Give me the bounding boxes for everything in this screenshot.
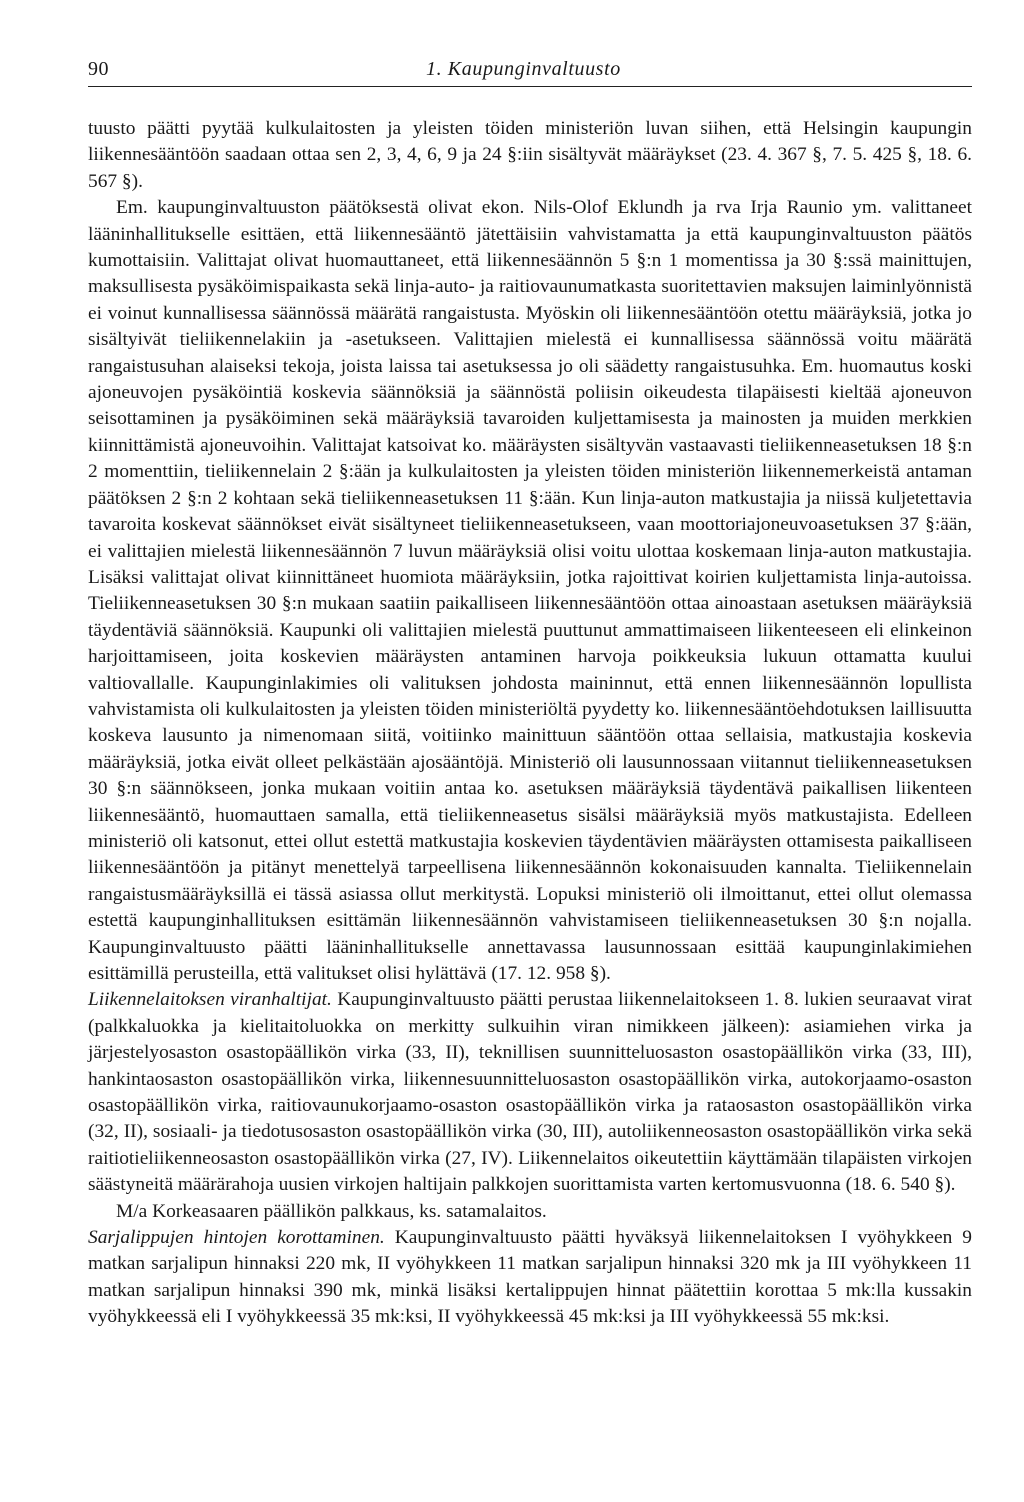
section-heading: Liikennelaitoksen viranhaltijat. <box>88 989 332 1011</box>
paragraph-text: tuusto päätti pyytää kulkulaitosten ja yleisten töiden ministeriön luvan siihen, että Helsingin kaupungin liikennesääntöön saadaan ottaa sen 2, 3, 4, 6, 9 ja 24 §:iin sisältyvät määräykset (23. 4. 367 §, 7. 5. 425 §, 18. 6. 567 §). <box>88 118 972 192</box>
section-heading: Sarjalippujen hintojen korottaminen. <box>88 1227 385 1249</box>
paragraph-text: Kaupunginvaltuusto päätti hyväksyä liikennelaitoksen I vyöhykkeen 9 matkan sarjalipun hinnaksi 220 mk, II vyöhykkeen 11 matkan sarjalipun hinnaksi 320 mk ja III vyöhykkeen 11 matkan sarjalipun hinnaksi 390 mk, minkä lisäksi kertalippujen hinnat päätettiin korottaa 5 mk:lla kussakin vyöhykkeessä eli I vyöhykkeessä 35 mk:ksi, II vyöhykkeessä 45 mk:ksi ja III vyöhykkeessä 55 mk:ksi. <box>88 1227 972 1328</box>
paragraph-text: Em. kaupunginvaltuuston päätöksestä olivat ekon. Nils-Olof Eklundh ja rva Irja Raunio ym. valittaneet lääninhallitukselle esittäen, että liikennesääntö jätettäisiin vahvistamatta ja että kaupunginvaltuuston päätös kumottaisiin. Valittajat olivat huomauttaneet, että liikennesäännön 5 §:n 1 momentissa ja 30 §:ssä mainittujen, maksullisesta pysäköimispaikasta sekä linja-auto- ja raitiovaunumatkasta suoritettavien maksujen laiminlyönnistä ei voinut kunnallisessa säännössä määrätä rangaistusta. Myöskin oli liikennesääntöön otettu määräyksiä, jotka jo sisältyivät tieliikennelakiin ja -asetukseen. Valittajien mielestä ei kunnallisessa säännössä voitu määrätä rangaistusuhan alaiseksi tekoja, joista laissa tai asetuksessa jo oli säädetty rangaistusuhka. Em. huomautus koski ajoneuvojen pysäköintiä koskevia säännöksiä ja säännöstä poliisin oikeudesta tilapäisesti kieltää ajoneuvon seisottaminen ja pysäköiminen sekä määräyksiä tavaroiden kuljettamisesta ja mainosten ja muiden merkkien kiinnittämistä ajoneuvoihin. Valittajat katsoivat ko. määräysten sisältyvän vastaavasti tieliikenneasetuksen 18 §:n 2 momenttiin, tieliikennelain 2 §:ään ja kulkulaitosten ja yleisten töiden ministeriön liikennemerkeistä antaman päätöksen 2 §:n 2 kohtaan sekä tieliikenneasetuksen 11 §:ään. Kun linja-auton matkustajia ja niissä kuljetettavia tavaroita koskevat säännökset eivät sisältyneet tieliikenneasetukseen, vaan moottoriajoneuvoasetuksen 37 §:ään, ei valittajien mielestä liikennesäännön 7 luvun määräyksiä olisi voitu ulottaa koskemaan linja-auton matkustajia. Lisäksi valittajat olivat kiinnittäneet huomiota määräyksiin, jotka rajoittivat koirien kuljettamista linja-autoissa. Tieliikenneasetuksen 30 §:n mukaan saatiin paikalliseen liikennesääntöön ottaa ainoastaan asetuksen määräyksiä täydentäviä säännöksiä. Kaupunki oli valittajien mielestä puuttunut ammattimaiseen liikenteeseen eli elinkeinon harjoittamiseen, joita koskevien määräysten antaminen harvoja poikkeuksia lukuun ottamatta kuului valtiovallalle. Kaupunginlakimies oli valituksen johdosta maininnut, että ennen liikennesäännön lopullista vahvistamista oli kulkulaitosten ja yleisten töiden ministeriöltä pyydetty ko. liikennesääntöehdotuksen laillisuutta koskeva lausunto ja nimenomaan siitä, voitiinko mainittuun sääntöön ottaa sellaisia, matkustajia koskevia määräyksiä, jotka eivät olleet pelkästään ajosääntöjä. Ministeriö oli lausunnossaan viitannut tieliikenneasetuksen 30 §:n säännökseen, jonka mukaan voitiin antaa ko. asetuksen määräyksiä täydentävä paikallisen liikenteen liikennesääntö, huomauttaen samalla, että tieliikenneasetus sisälsi määräyksiä myös matkustajista. Edelleen ministeriö oli katsonut, ettei ollut estettä matkustajia koskevien täydentävien määräysten ottamisesta paikalliseen liikennesääntöön ja pitänyt menettelyä tarpeellisena liikennesäännön kokonaisuuden kannalta. Tieliikennelain rangaistusmääräyksillä ei tässä asiassa ollut merkitystä. Lopuksi ministeriö oli ilmoittanut, ettei ollut olemassa estettä kaupunginhallituksen esittämän liikennesäännön vahvistamiseen tieliikenneasetuksen 30 §:n nojalla. Kaupunginvaltuusto päätti lääninhallitukselle annettavassa lausunnossaan esittää kaupunginlakimiehen esittämillä perusteilla, että valitukset olisi hylättävä (17. 12. 958 §). <box>88 197 972 984</box>
paragraph-continuation <box>88 116 972 195</box>
page-number: 90 <box>88 58 109 80</box>
paragraph-text: M/a Korkeasaaren päällikön palkkaus, ks. satamalaitos. <box>116 1200 547 1222</box>
body-text <box>88 116 972 1331</box>
running-head: 1. Kaupunginvaltuusto <box>426 58 621 80</box>
paragraph-ticket-prices <box>88 1225 972 1331</box>
paragraph-officials <box>88 987 972 1198</box>
paragraph-appeal <box>88 195 972 987</box>
page-header <box>88 58 972 84</box>
header-rule <box>88 86 972 87</box>
paragraph-text: Kaupunginvaltuusto päätti perustaa liikennelaitokseen 1. 8. lukien seuraavat virat (palkkaluokka ja kielitaitoluokka on merkitty sulkuihin viran nimikkeen jälkeen): asiamiehen virka ja järjestelyosaston osastopäällikön virka (33, II), teknillisen suunnitteluosaston osastopäällikön virka (33, III), hankintaosaston osastopäällikön virka, liikennesuunnitteluosaston osastopäällikön virka, autokorjaamo-osaston osastopäällikön virka, raitiovaunukorjaamo-osaston osastopäällikön virka ja rataosaston osastopäällikön virka (32, II), sosiaali- ja tiedotusosaston osastopäällikön virka (30, III), autoliikenneosaston osastopäällikön virka sekä raitiotieliikenneosaston osastopäällikön virka (27, IV). Liikennelaitos oikeutettiin käyttämään tilapäisten virkojen säästyneitä määrärahoja uusien virkojen haltijain palkkojen suorittamista varten kertomusvuonna (18. 6. 540 §). <box>88 989 972 1196</box>
paragraph-reference <box>88 1199 972 1225</box>
